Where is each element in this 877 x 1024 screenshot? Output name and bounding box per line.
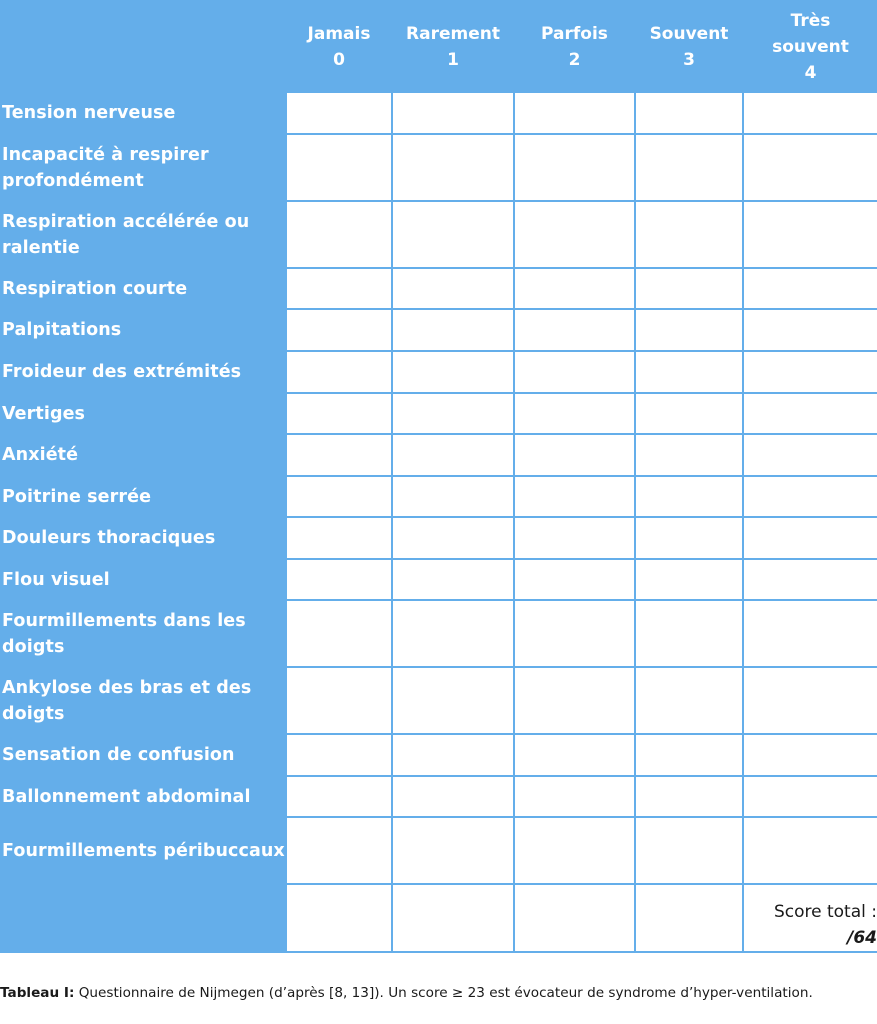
answer-cell [514, 268, 635, 309]
answer-cell [392, 393, 514, 434]
answer-cell [286, 201, 392, 268]
table-row [1, 201, 877, 268]
answer-cell [392, 776, 514, 817]
table-row [1, 434, 877, 476]
answer-cell [392, 476, 514, 517]
answer-cell [392, 884, 514, 952]
answer-cell [743, 667, 877, 734]
answer-cell [743, 600, 877, 667]
answer-cell [392, 134, 514, 201]
column-label: Souvent [649, 23, 729, 44]
header-corner-cell [1, 1, 286, 92]
row-label: Douleurs thoraciques [1, 517, 286, 559]
answer-cell [392, 667, 514, 734]
answer-cell [392, 734, 514, 776]
answer-cell [286, 559, 392, 600]
answer-cell [635, 667, 743, 734]
answer-cell [635, 600, 743, 667]
answer-cell [743, 92, 877, 134]
answer-cell [743, 268, 877, 309]
row-label: Respiration accélérée ou ralentie [1, 201, 286, 268]
answer-cell [286, 517, 392, 559]
score-row-label-cell [1, 884, 286, 952]
answer-cell [392, 201, 514, 268]
column-header-tres-souvent [743, 1, 877, 92]
column-header-jamais [286, 1, 392, 92]
answer-cell [392, 559, 514, 600]
answer-cell [514, 776, 635, 817]
score-total-cell [743, 884, 877, 952]
table-row [1, 517, 877, 559]
answer-cell [514, 434, 635, 476]
answer-cell [635, 884, 743, 952]
row-label: Sensation de confusion [1, 734, 286, 776]
answer-cell [286, 351, 392, 393]
answer-cell [743, 351, 877, 393]
column-header-souvent [635, 1, 743, 92]
row-label: Flou visuel [1, 559, 286, 600]
answer-cell [743, 476, 877, 517]
answer-cell [392, 434, 514, 476]
row-label: Anxiété [1, 434, 286, 476]
answer-cell [286, 434, 392, 476]
answer-cell [743, 393, 877, 434]
answer-cell [514, 817, 635, 884]
caption-label: Tableau I: [0, 985, 75, 1001]
answer-cell [286, 134, 392, 201]
table-row [1, 559, 877, 600]
row-label: Fourmillements péribuccaux [1, 817, 286, 884]
table-row [1, 309, 877, 351]
score-row [1, 884, 877, 952]
answer-cell [392, 817, 514, 884]
row-label: Vertiges [1, 393, 286, 434]
answer-cell [514, 734, 635, 776]
answer-cell [743, 201, 877, 268]
column-value: 3 [683, 49, 695, 70]
answer-cell [392, 351, 514, 393]
answer-cell [286, 476, 392, 517]
answer-cell [514, 134, 635, 201]
answer-cell [286, 734, 392, 776]
answer-cell [514, 309, 635, 351]
answer-cell [286, 268, 392, 309]
answer-cell [635, 134, 743, 201]
table-caption [0, 984, 877, 1002]
answer-cell [635, 476, 743, 517]
answer-cell [392, 309, 514, 351]
answer-cell [286, 776, 392, 817]
column-header-rarement [392, 1, 514, 92]
score-total-max: /64 [847, 928, 877, 948]
answer-cell [635, 776, 743, 817]
table-row [1, 776, 877, 817]
answer-cell [392, 92, 514, 134]
column-value: 2 [568, 49, 581, 70]
column-label: Parfois [541, 23, 608, 44]
answer-cell [514, 559, 635, 600]
column-label: Jamais [307, 23, 371, 44]
answer-cell [743, 817, 877, 884]
table-row [1, 734, 877, 776]
answer-cell [514, 201, 635, 268]
table-row [1, 351, 877, 393]
answer-cell [392, 268, 514, 309]
answer-cell [743, 434, 877, 476]
answer-cell [514, 600, 635, 667]
row-label: Respiration courte [1, 268, 286, 309]
answer-cell [635, 268, 743, 309]
table-row [1, 817, 877, 884]
answer-cell [635, 393, 743, 434]
table-row [1, 476, 877, 517]
answer-cell [635, 734, 743, 776]
score-total-label: Score total : [773, 902, 877, 922]
table-row [1, 393, 877, 434]
answer-cell [743, 559, 877, 600]
row-label: Fourmillements dans les doigts [1, 600, 286, 667]
answer-cell [514, 884, 635, 952]
answer-cell [635, 351, 743, 393]
answer-cell [286, 92, 392, 134]
answer-cell [635, 309, 743, 351]
table-row [1, 92, 877, 134]
answer-cell [286, 600, 392, 667]
answer-cell [635, 517, 743, 559]
column-label: Rarement [406, 23, 500, 44]
row-label: Poitrine serrée [1, 476, 286, 517]
header-row [1, 1, 877, 92]
answer-cell [635, 201, 743, 268]
row-label: Incapacité à respirer profondément [1, 134, 286, 201]
column-label-line2: souvent [772, 36, 849, 57]
column-value: 0 [333, 49, 345, 70]
answer-cell [286, 309, 392, 351]
answer-cell [514, 351, 635, 393]
answer-cell [392, 600, 514, 667]
answer-cell [743, 734, 877, 776]
answer-cell [635, 434, 743, 476]
answer-cell [743, 309, 877, 351]
row-label: Froideur des extrémités [1, 351, 286, 393]
answer-cell [743, 776, 877, 817]
column-value: 4 [804, 62, 817, 83]
row-label: Tension nerveuse [1, 92, 286, 134]
table-row [1, 268, 877, 309]
column-value: 1 [447, 49, 459, 70]
answer-cell [514, 92, 635, 134]
table-row [1, 667, 877, 734]
column-label-line1: Très [790, 10, 831, 31]
answer-cell [514, 667, 635, 734]
row-label: Palpitations [1, 309, 286, 351]
answer-cell [286, 667, 392, 734]
answer-cell [514, 393, 635, 434]
answer-cell [635, 559, 743, 600]
table-row [1, 600, 877, 667]
table-row [1, 134, 877, 201]
answer-cell [635, 92, 743, 134]
answer-cell [514, 517, 635, 559]
answer-cell [392, 517, 514, 559]
caption-text: Questionnaire de Nijmegen (d’après [8, 13]). Un score ≥ 23 est évocateur de syndrome d’hyper-ventilation. [74, 985, 813, 1001]
row-label: Ballonnement abdominal [1, 776, 286, 817]
column-header-parfois [514, 1, 635, 92]
answer-cell [286, 393, 392, 434]
row-label: Ankylose des bras et des doigts [1, 667, 286, 734]
answer-cell [286, 884, 392, 952]
answer-cell [743, 517, 877, 559]
answer-cell [743, 134, 877, 201]
answer-cell [514, 476, 635, 517]
answer-cell [635, 817, 743, 884]
answer-cell [286, 817, 392, 884]
